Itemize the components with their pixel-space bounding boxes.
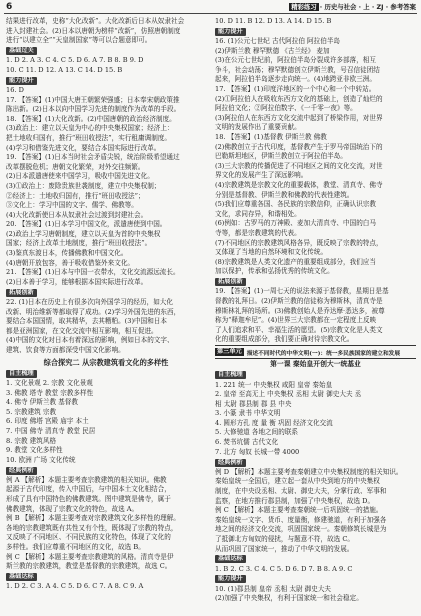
section-label: [215, 574, 416, 585]
answer-line: 从而巩固了国家统一，推动了中华文明的发展。: [215, 544, 354, 553]
answer-line: 4. 圆形方孔 度 量 衡 巩固 经济文化交流: [215, 418, 333, 427]
answer-line: 进行“以建立全”“天皇制国家”等可以合题意即可。: [6, 36, 152, 45]
page-header-title: [289, 3, 416, 11]
answer-line: 2. 皇帝 至高无上 中央集权 丞相 太尉 御史大夫 丞: [215, 390, 362, 399]
section-label: [6, 465, 206, 476]
section-label-text: 经典例析: [215, 459, 246, 467]
page-number: 6: [6, 2, 13, 12]
answer-line: 6. 焚书坑儒 古代文化: [215, 438, 279, 447]
answer-line: 10. C 11. D 12. A 13. C 14. D 15. B: [6, 65, 123, 74]
answer-line: 19. 【答案】(1)一周七天的说法来源于基督教，星期日是基: [215, 287, 389, 296]
answer-line: 秦始皇统一全国后，建立起一套从中央到地方的中央集权: [215, 477, 380, 486]
answer-line: 起源于古代印度，传入中国后，与中国本土文化相结合，: [6, 485, 171, 494]
section-label: [6, 75, 206, 86]
answer-line: 进入封建社会。(2)日本以唐朝为榜样“改新”，仿照唐朝制度: [6, 26, 181, 35]
answer-line: (2)伊斯兰教 穆罕默德 《古兰经》 麦加: [215, 46, 330, 55]
answer-line: 陈出新。(2)日本以向中国学习先进的制度作为改革的手段。: [6, 105, 181, 114]
section-label: [215, 27, 416, 38]
answer-line: 5. 大修驰道 各地之间的联系: [215, 428, 299, 437]
answer-line: 17. 【答案】(1)印度洋地区的一个中心和一个中转站。: [215, 85, 376, 94]
answer-line: 例 D 【解析】本题主要考查秦朝建立中央集权制度的相关知识。: [215, 467, 403, 476]
section-label-text: 能力提升: [215, 28, 246, 36]
answer-line: 建筑、饮食等方面都深受中国文化影响。: [6, 345, 125, 354]
unit-label: 第三单元: [217, 347, 242, 355]
answer-line: (2)加强了中央集权，有利于国家统一和社会稳定。: [215, 594, 363, 603]
answer-line: 3. 佛教 塔寺 教堂 宗教多样性: [6, 388, 94, 397]
answer-line: 了抵御北方匈奴的侵扰，与题意不符，故选 C。: [215, 534, 355, 543]
answer-line: 1. 文化景观 2. 宗教 文化景观: [6, 379, 93, 387]
answer-line: 1. D 2. A 3. C 4. C 5. D 6. A 7. B 8. B 9. D: [6, 56, 144, 65]
section-label-text: 自主梳理: [215, 371, 246, 379]
answer-line: 4. 佛寺 伊斯兰教 基督教: [6, 398, 78, 407]
section-label-text: 能力提升: [215, 575, 246, 583]
answer-line: 国家；经济上改革土地制度，推行“班田收授法”。: [6, 239, 152, 248]
section-label-text: 自主梳理: [6, 370, 37, 378]
answer-line: (8)宗教建筑是人类文化遗产的重要组成部分，我们应当: [215, 257, 376, 266]
section-label-text: 基础达标: [215, 555, 246, 563]
answer-line: (3)鉴真东渡日本，传播佛教和中国文化。: [6, 249, 128, 258]
section-label-text: 基础过关: [6, 47, 37, 55]
answer-line: 要结合本国国情，取其精华，去其糟粕。(3)中国和日本: [6, 317, 167, 326]
answer-line: 都是亚洲国家，在文化交流中相互影响，相互促进。: [6, 326, 158, 335]
answer-line: (2)佛教创立于古代印度，基督教产生于罗马帝国统治下的: [215, 142, 383, 151]
answer-line: 秦始皇统一文字、货币、度量衡，修建驰道，有利于加强各: [215, 515, 387, 524]
answer-line: 9. 教堂 文化多样性: [6, 446, 63, 455]
answer-line: (4)学习和借鉴先进文化，要结合本国实际进行改革。: [6, 143, 161, 152]
answer-line: (3)三大宗教的传播促进了不同地区之间的文化交流，对世: [215, 161, 383, 170]
answer-line: 7. 北方 匈奴 长城一带 4000: [215, 447, 300, 456]
answer-line: 称为“释迦牟尼”。(4)世界三大宗教都在一定程度上反映: [215, 316, 377, 325]
header-rule: [4, 13, 417, 14]
answer-line: 19. 【答案】(1)日本当时社会矛盾尖锐，统治阶级希望通过: [6, 153, 180, 162]
section-label: [6, 572, 206, 583]
left-column: [6, 17, 206, 614]
answer-line: 8. 宗教 建筑风格: [6, 436, 57, 445]
section-label: [215, 554, 416, 565]
section-label: [215, 277, 416, 288]
answer-line: 相 太尉 郡县制 郡 县 中央: [215, 399, 292, 408]
answer-line: (3)①政治上：废除贵族世袭制度，建立中央集权制；: [6, 181, 161, 190]
answer-line: 巴勒斯坦地区，伊斯兰教创立于阿拉伯半岛。: [215, 152, 347, 161]
answer-line: 7. 中国 佛寺 清真寺 教堂 民居: [6, 426, 96, 435]
answer-line: 穆斯林礼拜的场所。(3)佛教创始人是乔达摩·悉达多，被尊: [215, 306, 385, 315]
section-label: [6, 46, 206, 57]
section-label: [6, 287, 206, 298]
answer-line: (2)日本善于学习，能够根据本国实际进行改革。: [6, 277, 148, 286]
header-title-text: · 历史与社会 · 上 · ZJ · 参考答案: [319, 3, 416, 11]
answer-line: 10. 欧洲 广场 文化传统: [6, 455, 76, 464]
answer-line: 把土地收归国有，推行“班田收授法”，实行租庸调制度。: [6, 133, 171, 142]
answer-line: 18. 【答案】(1)基督教 伊斯兰教 佛教: [215, 133, 327, 142]
answer-line: (2)政治上学习唐朝制度，建立以天皇为首的中央集权: [6, 229, 161, 238]
answer-line: 加以保护，传承和弘扬优秀的传统文化。: [215, 267, 334, 276]
answer-line: 改新、明治维新等都取得了成功。(2)学习外国先进的东西，: [6, 307, 181, 316]
answer-line: 结果进行改革，史称“大化改新”。大化改新后日本从奴隶社会: [6, 17, 185, 25]
answer-line: (3)在公元七世纪前，阿拉伯半岛分裂成许多部落，相互: [215, 56, 376, 65]
answer-line: 寺等，都是宗教建筑的代表。: [215, 228, 301, 237]
answer-line: 16. D: [6, 85, 24, 94]
answer-line: 化的重要组成部分，我们要正确对待宗教文化。: [215, 335, 354, 344]
answer-line: 监察，在地方推行郡县制，加强了中央集权，故选 D。: [215, 496, 375, 505]
answer-line: 起来，阿拉伯半岛逐步走向统一。(4)地跨亚非欧三洲。: [215, 75, 376, 84]
answer-line: 改革摆脱危机；唐朝文化繁荣，对外交往频繁。: [6, 162, 145, 171]
answer-line: 文明的发展作出了重要贡献。: [215, 123, 301, 132]
answer-line: (4)唐朝开放包容，善于吸收借鉴外来文化。: [6, 258, 135, 267]
answer-line: 形成了具有中国特色的佛教建筑。图中建筑是佛寺，属于: [6, 495, 171, 504]
answer-line: 16. (1)公元七世纪 古代阿拉伯 阿拉伯半岛: [215, 37, 341, 46]
section-label-text: 基础达标: [6, 573, 37, 581]
answer-line: 1. D 2. C 3. A 4. C 5. D 6. C 7. A 8. C 9. A: [6, 582, 144, 591]
answer-line: 10. (1)郡县制 皇帝 丞相 太尉 御史大夫: [215, 584, 332, 593]
unit-title: 描述不同时代的中华文明(一)：统一多民族国家的建立和发展: [246, 350, 401, 357]
right-column: [215, 17, 416, 614]
answer-line: 督教的礼拜日。(2)伊斯兰教的信徒称为穆斯林，清真寺是: [215, 297, 383, 306]
answer-line: 制度，在中央设丞相、太尉、御史大夫，分掌行政、军事和: [215, 486, 387, 495]
answer-line: 地之间的经济文化交流，巩固国家统一。秦朝修筑长城是为: [215, 525, 387, 534]
answer-line: 5. 宗教建筑 宗教: [6, 407, 57, 416]
section-heading: 综合探究二 从宗教建筑看文化的多样性: [43, 357, 169, 367]
answer-line: 阿拉伯文化；②阿拉伯数字、《一千零一夜》等。: [215, 104, 357, 113]
answer-line: 6. 印度 佛塔 宫殿 庙宇 本土: [6, 417, 89, 426]
answer-line: ③文化上：学习中国的文字、儒学、佛教等。: [6, 201, 138, 210]
answer-line: 1. B 2. C 3. C 4. C 5. D 6. D 7. B 8. A 9. C: [215, 564, 353, 573]
answer-line: 1. 221 统一 中央集权 咸阳 皇帝 秦始皇: [215, 380, 333, 389]
answer-line: 又反映了不同地区、不同民族的文化特色，体现了文化的: [6, 533, 171, 542]
answer-line: 界文化的发展产生了深远影响。: [215, 171, 308, 180]
lesson-title: 第一课 秦始皇开创大一统基业: [270, 360, 361, 368]
section-label: [215, 370, 416, 381]
answer-line: 了人们追求和平、幸福生活的愿望。(5)宗教文化是人类文: [215, 325, 383, 334]
unit-title-bar: [215, 345, 416, 359]
section-label: [215, 457, 416, 468]
answer-line: 例 A 【解析】本题主要考查宗教建筑的相关知识。佛教: [6, 475, 167, 484]
answer-line: 文化，求同存异，和谐相处。: [215, 209, 301, 218]
answer-line: 21. 【答案】(1)日本与中国一衣带水，文化交流源远流长。: [6, 268, 180, 277]
answer-line: 各地的宗教建筑既有共性又有个性，既体现了宗教的特点，: [6, 523, 178, 532]
answer-line: (3)政治上：建立以天皇为中心的中央集权国家；经济上：: [6, 124, 174, 133]
answer-line: 10. D 11. B 12. D 13. A 14. D 15. B: [215, 17, 332, 25]
answer-line: 20. 【答案】(1)日本学习中国文化，派遣唐使到中国。: [6, 220, 167, 229]
answer-line: (5)我们应尊重各国、各民族的宗教信仰，正确认识宗教: [215, 200, 376, 209]
header-brand-label: 精彩练习: [291, 3, 317, 11]
answer-line: 18. 【答案】(1)大化改新。(2)中国唐朝的政治经济制度。: [6, 114, 176, 123]
section-label-text: 能力提升: [6, 77, 37, 85]
answer-line: 佛教建筑，体现了宗教文化的特色，故选 A。: [6, 504, 139, 513]
answer-line: 22. (1)日本在历史上有很多次向外国学习的经历，如大化: [6, 297, 173, 306]
answer-line: 例 C 【解析】本题主要考查宗教建筑的风格。清真寺是伊: [6, 552, 174, 561]
answer-line: (4)大化改新使日本从奴隶社会过渡到封建社会。: [6, 210, 148, 219]
answer-line: (2)①阿拉伯人在吸收东西方文化的基础上，创造了灿烂的: [215, 94, 383, 103]
answer-line: (6)例如：古罗马的万神殿、麦加大清真寺、中国的白马: [215, 219, 376, 228]
answer-line: 争斗，社会动荡；穆罕默德创立伊斯兰教，号召信徒团结: [215, 65, 380, 74]
section-label: [6, 369, 206, 380]
answer-line: (4)宗教建筑是宗教文化的重要载体，教堂、清真寺、佛寺: [215, 181, 383, 189]
section-label-text: 拓展创新: [6, 289, 37, 297]
answer-line: (7)不同地区的宗教建筑风格各异，既反映了宗教的特点，: [215, 238, 383, 247]
answer-line: 17. 【答案】(1)中国大唐王朝繁荣强盛；日本奉宋朝政策推: [6, 95, 180, 104]
answer-line: (3)阿拉伯人在东西方文化交流中起到了桥梁作用，对世界: [215, 113, 383, 122]
answer-line: 3. 小篆 隶书 中华文明: [215, 409, 281, 418]
answer-line: (2)日本派遣唐使来中国学习，吸收中国先进文化。: [6, 172, 154, 181]
answer-line: 斯兰教的宗教建筑，教堂是基督教的宗教建筑，故选 C。: [6, 562, 172, 571]
answer-line: ②经济上：土地收归国有，推行“班田收授法”；: [6, 191, 145, 200]
answer-line: 又体现了当地的自然环境和文化传统。: [215, 248, 328, 257]
answer-line: 例 C 【解析】本题主要考查秦朝统一后巩固统一的措施。: [215, 506, 383, 515]
answer-line: 多样性。我们应尊重不同地区的文化，故选 B。: [6, 543, 145, 551]
section-label-text: 经典例析: [6, 467, 37, 475]
section-label-text: 拓展创新: [215, 278, 246, 286]
answer-line: (4)中国的文化对日本有着深远的影响，例如日本的文字、: [6, 336, 174, 345]
answer-line: 例 B 【解析】本题主要考查对宗教建筑文化多样性的理解。: [6, 514, 180, 523]
answer-line: 分别是基督教、伊斯兰教和佛教的代表性建筑。: [215, 190, 354, 199]
